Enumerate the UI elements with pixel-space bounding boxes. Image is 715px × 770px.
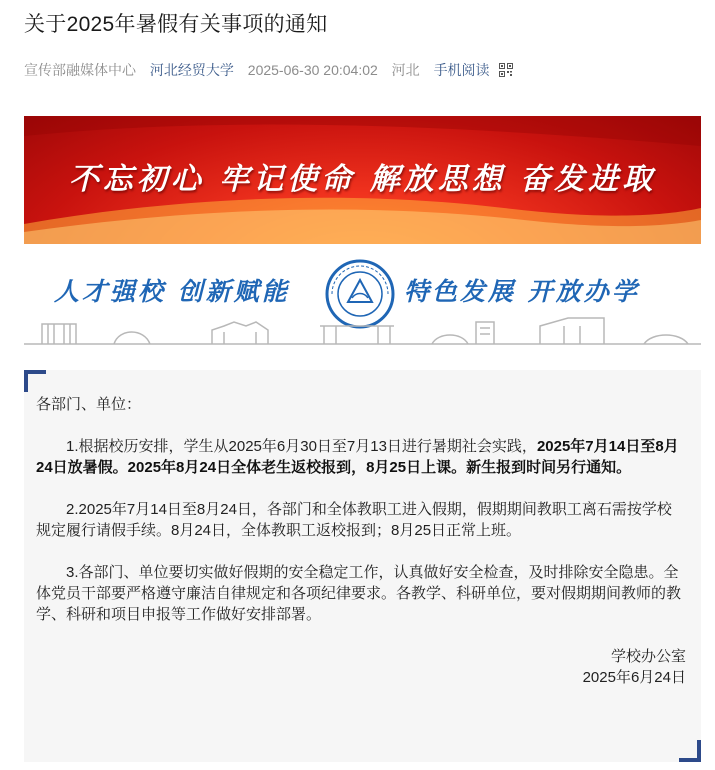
mobile-read-link[interactable]: 手机阅读 (433, 62, 490, 78)
red-slogan-banner (24, 116, 701, 244)
location-label: 河北 (391, 62, 420, 78)
notice-paragraph-1 (36, 436, 686, 478)
notice-body (24, 370, 701, 762)
account-link[interactable]: 河北经贸大学 (149, 62, 234, 78)
paragraph-1-bold-text: 2025年7月14日至8月24日放暑假。2025年8月24日全体老生返校报到，8月25日上课。新生报到时间另行通知。 (36, 438, 679, 476)
paragraph-1-text: 1.根据校历安排，学生从2025年6月30日至7月13日进行暑期社会实践， (66, 438, 537, 455)
publish-datetime: 2025-06-30 20:04:02 (247, 62, 378, 78)
motto-left: 人才强校 创新赋能 (54, 277, 290, 306)
campus-skyline-illustration (24, 314, 701, 368)
qr-code-icon[interactable] (499, 63, 513, 77)
notice-paragraph-3: 3.各部门、单位要切实做好假期的安全稳定工作，认真做好安全检查，及时排除安全隐患。全体党员干部要严格遵守廉洁自律规定和各项纪律要求。各教学、科研单位，要对假期期间教师的教学、科研和项目申报等工作做好安排部署。 (36, 564, 682, 623)
notice-paragraph-2: 2.2025年7月14日至8月24日，各部门和全体教职工进入假期，假期期间教职工离石需按学校规定履行请假手续。8月24日，全体教职工返校报到；8月25日正常上班。 (36, 501, 672, 539)
motto-right: 特色发展 开放办学 (404, 277, 640, 306)
notice-greeting: 各部门、单位： (36, 396, 142, 413)
article-title: 关于2025年暑假有关事项的通知 (24, 13, 328, 36)
author-label: 宣传部融媒体中心 (24, 62, 136, 78)
article-meta (24, 58, 513, 82)
corner-bracket-top-left (24, 370, 46, 392)
banner-slogan: 不忘初心 牢记使命 解放思想 奋发进取 (68, 162, 657, 197)
notice-content (36, 394, 686, 688)
notice-date: 2025年6月24日 (582, 669, 686, 686)
corner-bracket-bottom-right (679, 740, 701, 762)
university-motto-banner (24, 244, 701, 368)
notice-signature: 学校办公室 (610, 648, 686, 665)
